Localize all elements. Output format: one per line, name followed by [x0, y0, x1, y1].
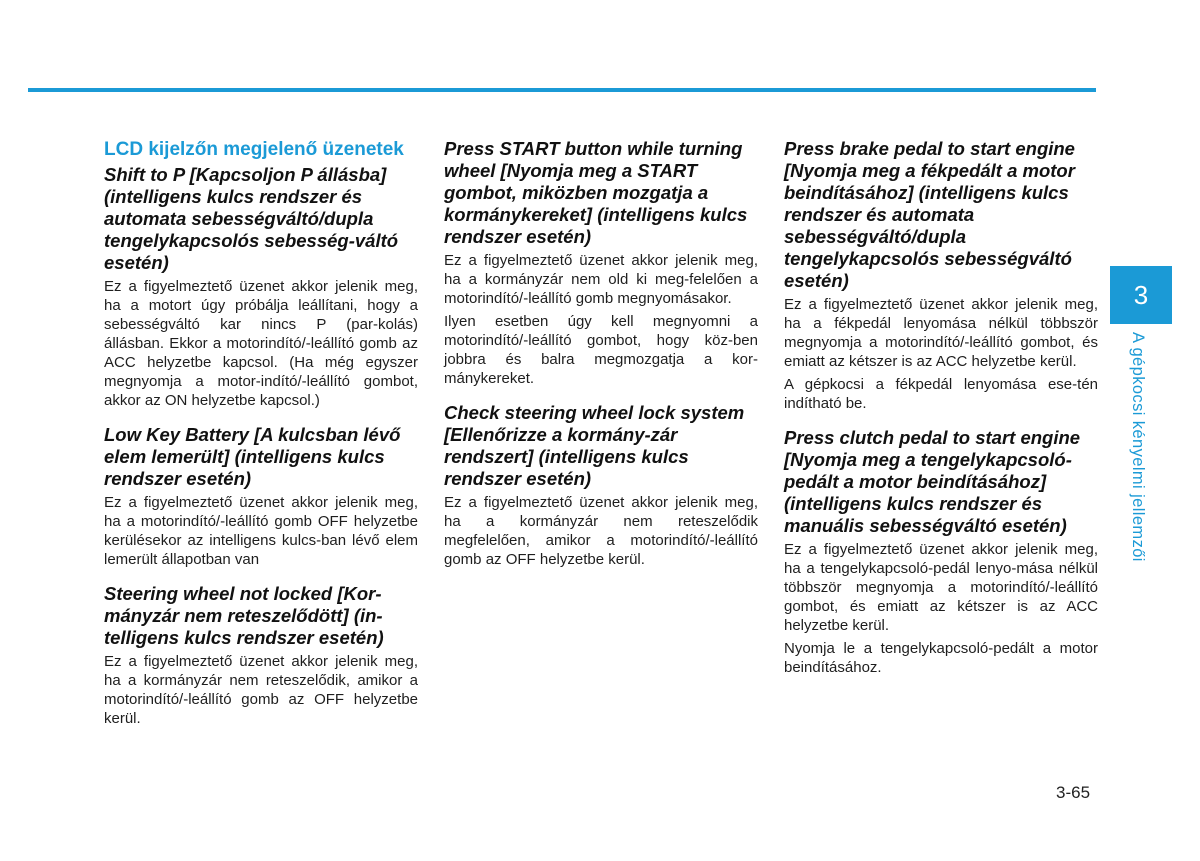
- message-title: Press START button while turning wheel [Nyomja meg a START gombot, miközben mozgatja a kormánykereket] (intelligens kulcs rendszer esetén): [444, 138, 748, 247]
- page-number: 3-65: [1056, 783, 1091, 802]
- column-3: [784, 138, 1098, 691]
- message-description: A gépkocsi a fékpedál lenyomása ese-tén indítható be.: [784, 376, 1098, 412]
- header-rule: [28, 88, 1096, 92]
- chapter-title: A gépkocsi kényelmi jellemzői: [1129, 332, 1147, 562]
- message-item: [784, 427, 1098, 677]
- message-item: [444, 138, 758, 388]
- section-heading: LCD kijelzőn megjelenő üzenetek: [104, 139, 404, 160]
- message-description: Ez a figyelmeztető üzenet akkor jelenik meg, ha a kormányzár nem old ki meg-felelően a motorindító/-leállító gomb megnyomásakor.: [444, 252, 758, 307]
- message-description: Ez a figyelmeztető üzenet akkor jelenik meg, ha a motorindító/-leállító gomb OFF helyzetbe kerülésekor az intelligens kulcs-ban lévő elem lemerült állapotban van: [104, 494, 418, 568]
- message-description: Ez a figyelmeztető üzenet akkor jelenik meg, ha a kormányzár nem reteszelődik megfelelően, amikor a motorindító/-leállító gomb az OFF helyzetbe kerül.: [444, 494, 758, 568]
- message-description: Nyomja le a tengelykapcsoló-pedált a motor beindításához.: [784, 640, 1098, 676]
- message-item: [784, 138, 1098, 413]
- chapter-tab: 3: [1110, 266, 1172, 324]
- message-description: Ez a figyelmeztető üzenet akkor jelenik meg, ha a tengelykapcsoló-pedál lenyo-mása nélkül többször megnyomja a motorindító/-leállító gombot, és emiatt az kétszer is az ACC helyzetbe kerül.: [784, 541, 1098, 634]
- message-description: Ez a figyelmeztető üzenet akkor jelenik meg, ha a motort úgy próbálja leállítani, hogy a sebességváltó kar nincs P (par-kolás) állásban. Ekkor a motorindító/-leállító gomb az ACC helyzetbe kapcsol. (Ha még egyszer megnyomja a motor-indító/-leállító gombot, akkor az ON helyzetbe kapcsol.): [104, 278, 418, 409]
- message-title: Press clutch pedal to start engine [Nyomja meg a tengelykapcsoló-pedált a motor beindításához] (intelligens kulcs rendszer és manuális sebességváltó esetén): [784, 427, 1081, 536]
- message-item: [104, 164, 418, 410]
- message-description: Ez a figyelmeztető üzenet akkor jelenik meg, ha a fékpedál lenyomása nélkül többször megnyomja a motorindító/-leállító gombot, és emiatt az kétszer is az ACC helyzetbe kerül.: [784, 296, 1098, 370]
- message-title: Low Key Battery [A kulcsban lévő elem lemerült] (intelligens kulcs rendszer esetén): [104, 424, 401, 489]
- message-item: [104, 583, 418, 728]
- message-description: Ilyen esetben úgy kell megnyomni a motorindító/-leállító gombot, hogy köz-ben jobbra és balra megmozgatja a kor-mánykereket.: [444, 313, 758, 387]
- message-title: Press brake pedal to start engine [Nyomja meg a fékpedált a motor beindításához] (intelligens kulcs rendszer és automata sebességváltó/dupla tengelykapcsolós sebességváltó esetén): [784, 138, 1075, 291]
- message-title: Steering wheel not locked [Kor-mányzár nem reteszelődött] (in-telligens kulcs rendszer esetén): [104, 583, 384, 648]
- message-item: [444, 402, 758, 569]
- message-item: [104, 424, 418, 569]
- message-description: Ez a figyelmeztető üzenet akkor jelenik meg, ha a kormányzár nem reteszelődik, amikor a motorindító/-leállító gomb az OFF helyzetbe kerül.: [104, 653, 418, 727]
- message-title: Check steering wheel lock system [Ellenőrizze a kormány-zár rendszert] (intelligens kulcs rendszer esetén): [444, 402, 745, 489]
- message-title: Shift to P [Kapcsoljon P állásba] (intelligens kulcs rendszer és automata sebességváltó/dupla tengelykapcsolós sebesség-váltó esetén): [104, 164, 399, 273]
- column-1: [104, 138, 418, 742]
- column-2: [444, 138, 758, 583]
